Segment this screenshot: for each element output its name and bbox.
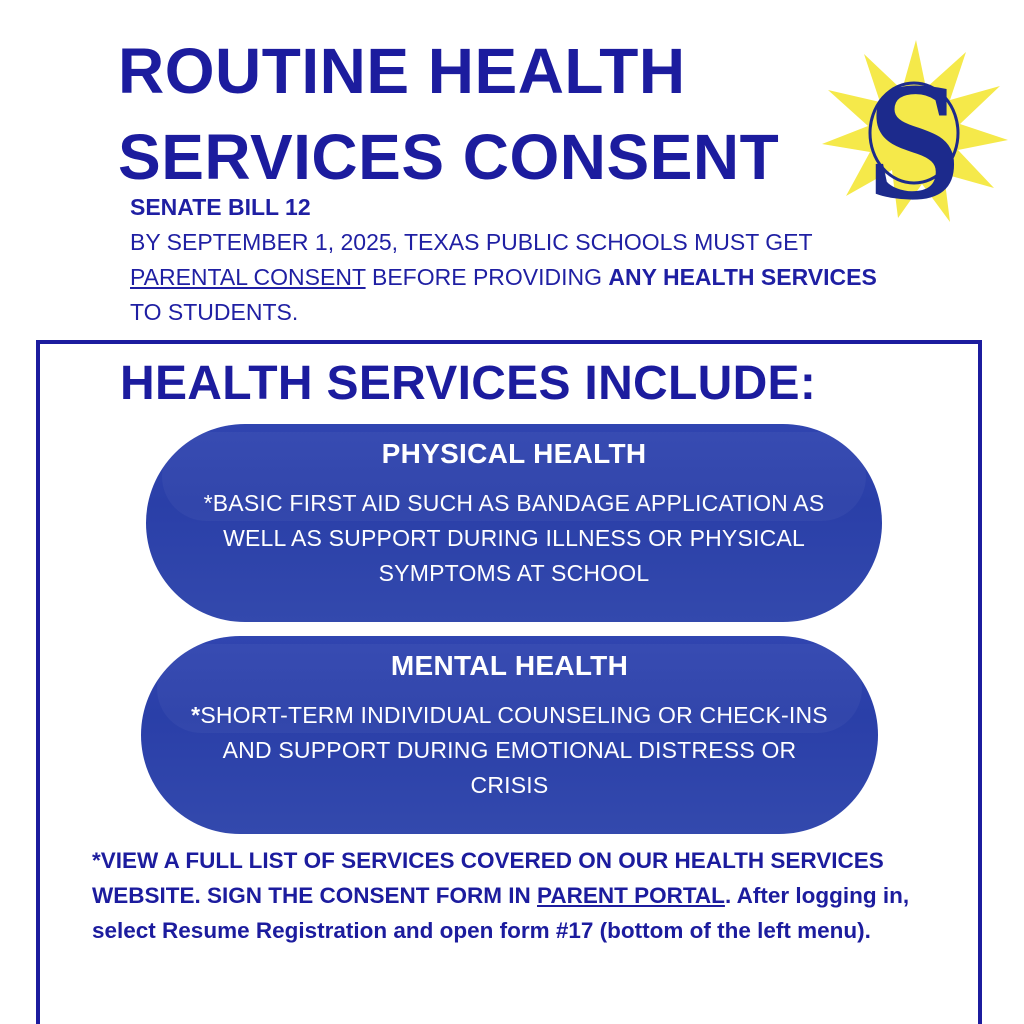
parent-portal-link[interactable]: PARENT PORTAL (537, 883, 725, 908)
mental-health-card (141, 636, 878, 834)
services-heading: HEALTH SERVICES INCLUDE: (120, 357, 817, 410)
page-title (118, 28, 779, 200)
footnote (92, 843, 962, 948)
footnote-text-1: *VIEW A FULL LIST OF SERVICES COVERED ON OUR HEALTH SERVICES WEBSITE. SIGN THE CONSENT FORM IN (92, 848, 884, 908)
title-line-2: SERVICES CONSENT (118, 121, 780, 193)
mental-health-description: SHORT-TERM INDIVIDUAL COUNSELING OR CHECK-INS AND SUPPORT DURING EMOTIONAL DISTRESS OR CRISIS (200, 702, 828, 798)
any-health-services-text: ANY HEALTH SERVICES (608, 264, 877, 290)
physical-health-card (146, 424, 882, 622)
footnote-text-2: . After logging in, select Resume Registration and open form #17 (bottom of the left menu). (92, 883, 910, 943)
intro-text-1: BY SEPTEMBER 1, 2025, TEXAS PUBLIC SCHOOLS MUST GET (130, 229, 813, 255)
mental-health-title: MENTAL HEALTH (390, 650, 629, 681)
logo-letter: S (866, 47, 962, 223)
physical-health-description: *BASIC FIRST AID SUCH AS BANDAGE APPLICATION AS WELL AS SUPPORT DURING ILLNESS OR PHYSICAL SYMPTOMS AT SCHOOL (203, 490, 825, 586)
mental-health-asterisk: * (191, 702, 201, 728)
intro-block (130, 190, 890, 330)
physical-health-title: PHYSICAL HEALTH (381, 438, 647, 469)
intro-text-2: BEFORE PROVIDING (365, 264, 609, 290)
senate-bill-label: SENATE BILL 12 (130, 194, 311, 220)
mental-health-description-block (141, 698, 878, 803)
parental-consent-text: PARENTAL CONSENT (130, 264, 366, 290)
intro-text-3: TO STUDENTS. (130, 299, 299, 325)
title-line-1: ROUTINE HEALTH (118, 35, 686, 107)
